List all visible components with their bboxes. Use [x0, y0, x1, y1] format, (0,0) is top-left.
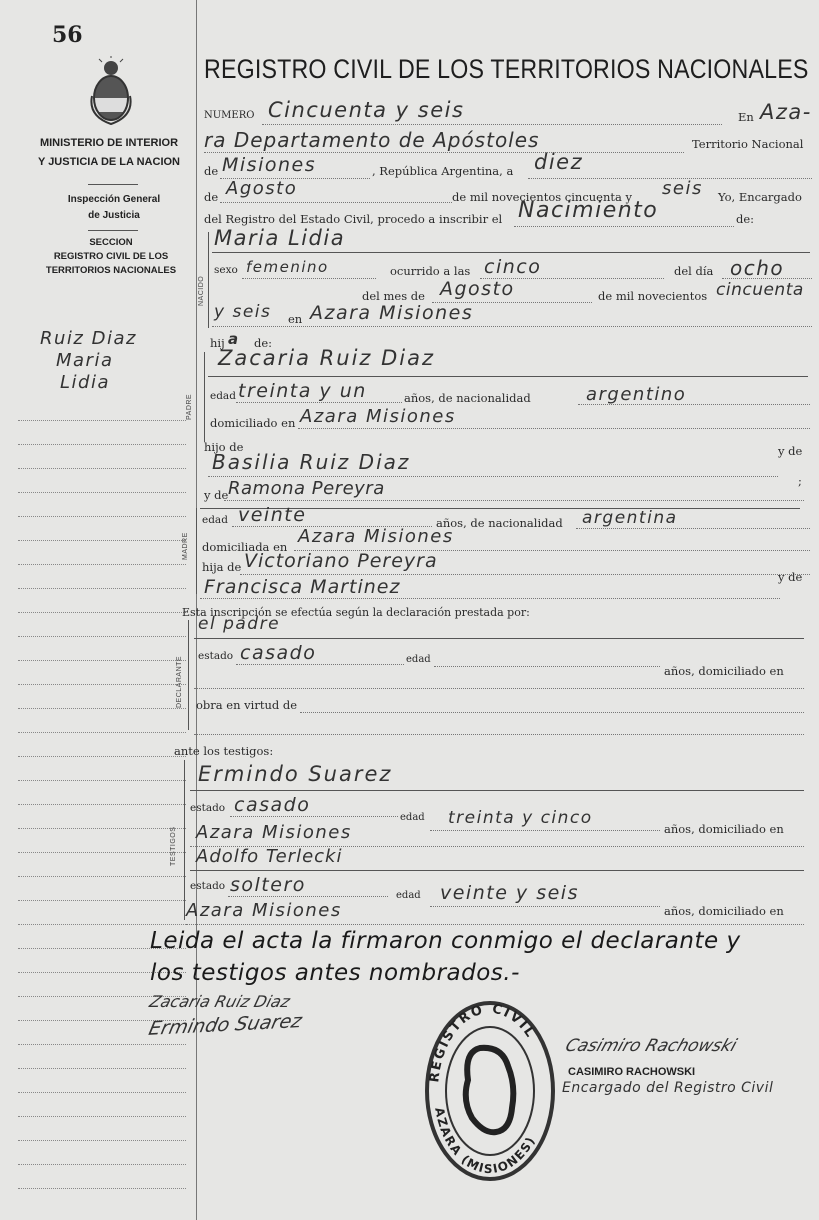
label-estado-t1: estado	[190, 802, 226, 814]
line-abuela-m	[200, 598, 780, 599]
civil-registry-stamp	[424, 1000, 556, 1182]
ministry-name	[34, 134, 184, 172]
value-lugar-nac: Azara Misiones	[310, 302, 474, 324]
margin-first-name: Maria	[56, 350, 114, 371]
label-domiciliado: domiciliado en	[210, 416, 296, 430]
line-sexo	[242, 278, 376, 279]
value-estado-t2: soltero	[230, 874, 306, 896]
label-de-2: de	[204, 190, 219, 204]
line-obra-2	[194, 734, 804, 735]
margin-ruled-line	[18, 1068, 186, 1069]
label-ocurrido: ocurrido a las	[390, 264, 471, 278]
value-dia-nac: ocho	[730, 256, 785, 280]
margin-ruled-line	[18, 516, 186, 517]
label-estado-decl: estado	[198, 650, 234, 662]
line-departamento	[204, 152, 684, 153]
line-obra	[300, 712, 804, 713]
section-name	[34, 236, 188, 278]
section-line-2: REGISTRO CIVIL DE LOS	[53, 251, 169, 262]
line-nac-padre	[578, 404, 810, 405]
margin-ruled-line	[18, 732, 186, 733]
bracket-nacido	[208, 232, 209, 328]
sidebar-rule-1	[88, 184, 138, 185]
line-lugar-nac	[212, 326, 812, 327]
official-signature: Casimiro Rachowski	[562, 1036, 740, 1056]
margin-ruled-line	[18, 564, 186, 565]
value-estado-decl: casado	[240, 642, 317, 664]
margin-ruled-line	[18, 1164, 186, 1165]
label-edad-madre: edad	[202, 514, 228, 526]
closing-line-2: los testigos antes nombrados.-	[150, 960, 520, 986]
label-edad-t1: edad	[400, 812, 425, 823]
value-abuela: Ramona Pereyra	[228, 478, 385, 499]
line-dia-nac	[722, 278, 812, 279]
value-acto: Nacimiento	[518, 198, 659, 223]
label-del-dia: del día	[674, 264, 714, 278]
margin-ruled-line	[18, 828, 186, 829]
label-de-3: de:	[736, 212, 755, 226]
line-testigo-2	[190, 870, 804, 871]
margin-ruled-line	[18, 588, 186, 589]
label-testigos: TESTIGOS	[170, 826, 177, 866]
label-del-mes: del mes de	[362, 289, 425, 303]
label-hija-de: hija de	[202, 560, 242, 574]
line-estado-t2	[228, 896, 388, 897]
margin-ruled-line	[18, 468, 186, 469]
signature-testigo: Ermindo Suarez	[146, 1010, 304, 1040]
line-decl-dom	[194, 688, 804, 689]
value-anio-nac-2: y seis	[214, 302, 272, 322]
ministry-line-1: MINISTERIO DE INTERIOR	[39, 137, 179, 149]
label-padre: PADRE	[186, 393, 193, 420]
label-y-de-2: y de	[204, 488, 229, 502]
line-declarante	[194, 638, 804, 639]
value-mes-nac: Agosto	[440, 278, 515, 300]
page-number: 56	[52, 22, 83, 48]
margin-ruled-line	[18, 612, 186, 613]
margin-ruled-line	[18, 540, 186, 541]
line-numero	[262, 124, 722, 125]
value-abuela-m: Francisca Martinez	[204, 576, 401, 598]
document-heading: REGISTRO CIVIL DE LOS TERRITORIOS NACIONALES	[204, 54, 809, 84]
label-madre: MADRE	[182, 532, 189, 560]
line-edad-t1	[430, 830, 660, 831]
margin-ruled-line	[18, 756, 186, 757]
margin-name	[40, 328, 137, 394]
bracket-padre	[204, 352, 205, 442]
label-en: En	[738, 110, 754, 124]
label-esta-inscripcion: Esta inscripción se efectúa según la declaración prestada por:	[182, 606, 530, 619]
value-anio-nac-1: cincuenta	[716, 280, 804, 300]
official-name: CASIMIRO RACHOWSKI	[568, 1066, 696, 1078]
label-mil-novecientos: de mil novecientos cincuenta y	[452, 190, 633, 204]
margin-ruled-line	[18, 1092, 186, 1093]
closing-line-1: Leida el acta la firmaron conmigo el declarante y	[150, 928, 741, 954]
line-dom-t2	[186, 924, 804, 925]
margin-surname: Ruiz Diaz	[40, 328, 137, 349]
margin-ruled-line	[18, 684, 186, 685]
value-edad-t1: treinta y cinco	[448, 808, 593, 828]
margin-ruled-line	[18, 492, 186, 493]
value-padre: Zacaria Ruiz Diaz	[218, 346, 436, 370]
value-mes: Agosto	[226, 178, 298, 199]
label-anos-dom-t1: años, domiciliado en	[664, 822, 784, 836]
margin-ruled-line	[18, 1188, 186, 1189]
label-en-2: en	[288, 312, 303, 326]
value-hora: cinco	[484, 256, 542, 278]
line-estado-t1	[230, 816, 398, 817]
value-dia: diez	[534, 150, 584, 174]
line-edad-t2	[430, 906, 660, 907]
margin-ruled-line	[18, 924, 186, 925]
margin-ruled-line	[18, 660, 186, 661]
line-acto	[514, 226, 734, 227]
svg-text:REGISTRO CIVIL	[427, 1002, 538, 1083]
bracket-declarante	[188, 620, 189, 730]
label-y-de-3: y de	[778, 570, 803, 584]
line-dom-padre	[298, 428, 810, 429]
value-dom-padre: Azara Misiones	[300, 406, 456, 427]
margin-ruled-line	[18, 1044, 186, 1045]
margin-ruled-line	[18, 804, 186, 805]
line-nombre	[212, 252, 810, 253]
value-abuelo: Basilia Ruiz Diaz	[212, 450, 411, 474]
label-territorio: Territorio Nacional	[692, 137, 804, 151]
official-title: Encargado del Registro Civil	[562, 1080, 774, 1096]
sidebar-rule-2	[88, 230, 138, 231]
label-anos-nac-padre: años, de nacionalidad	[404, 391, 531, 405]
section-line-3: TERRITORIOS NACIONALES	[45, 265, 177, 276]
value-sexo: femenino	[246, 258, 329, 276]
value-numero: Cincuenta y seis	[268, 98, 465, 122]
value-abuelo-m: Victoriano Pereyra	[244, 550, 438, 572]
label-domiciliada: domiciliada en	[202, 540, 288, 554]
line-testigo-1	[190, 790, 804, 791]
value-en: Aza-	[760, 100, 812, 124]
value-nombre: Maria Lidia	[214, 226, 346, 250]
line-mes	[220, 202, 452, 203]
label-estado-t2: estado	[190, 880, 226, 892]
label-edad-padre: edad	[210, 390, 236, 402]
value-dom-t2: Azara Misiones	[186, 900, 342, 921]
signature-declarante: Zacaria Ruiz Diaz	[147, 992, 292, 1011]
inspection-line-2: de Justicia	[88, 210, 140, 221]
line-edad-padre	[236, 402, 402, 403]
coat-of-arms-icon	[88, 56, 134, 130]
value-hij-suffix: a	[228, 330, 240, 348]
label-anos-nac-madre: años, de nacionalidad	[436, 516, 563, 530]
margin-ruled-line	[18, 852, 186, 853]
label-y-de: y de	[778, 444, 803, 458]
margin-ruled-line	[18, 1116, 186, 1117]
value-edad-madre: veinte	[238, 504, 307, 526]
label-de-mil-nov: de mil novecientos	[598, 289, 708, 303]
line-nac-madre	[576, 528, 810, 529]
line-abuela	[224, 500, 804, 501]
line-abuelo-m	[240, 574, 810, 575]
margin-ruled-line	[18, 708, 186, 709]
label-declarante: DECLARANTE	[176, 655, 183, 708]
label-edad-t2: edad	[396, 890, 421, 901]
value-dom-madre: Azara Misiones	[298, 526, 454, 547]
section-line-1: SECCION	[89, 237, 133, 248]
label-anos-dom-t2: años, domiciliado en	[664, 904, 784, 918]
margin-ruled-line	[18, 900, 186, 901]
margin-ruled-line	[18, 780, 186, 781]
bracket-testigos	[184, 760, 185, 920]
value-departamento: ra Departamento de Apóstoles	[204, 128, 540, 152]
margin-ruled-line	[18, 1140, 186, 1141]
value-nac-padre: argentino	[586, 384, 687, 405]
stamp-top-text: REGISTRO CIVIL	[427, 1001, 539, 1084]
label-anos-dom-decl: años, domiciliado en	[664, 664, 784, 678]
label-edad-decl: edad	[406, 654, 431, 665]
value-anio: seis	[662, 178, 703, 199]
label-hijo-de: hijo de	[204, 440, 244, 454]
inspection-name	[34, 192, 194, 224]
label-de-4: de:	[254, 336, 273, 350]
value-dom-t1: Azara Misiones	[196, 822, 352, 843]
label-republica: , República Argentina, a	[372, 164, 514, 178]
label-del-registro: del Registro del Estado Civil, procedo a inscribir el	[204, 212, 503, 226]
value-territorio: Misiones	[222, 154, 317, 176]
margin-second-name: Lidia	[60, 372, 110, 393]
value-edad-padre: treinta y un	[238, 380, 367, 402]
value-estado-t1: casado	[234, 794, 311, 816]
semicolon: ;	[798, 474, 802, 488]
value-testigo-1: Ermindo Suarez	[198, 762, 393, 786]
value-declarante: el padre	[198, 614, 281, 634]
label-ante: ante los testigos:	[174, 744, 274, 758]
bracket-madre	[196, 508, 197, 594]
margin-ruled-line	[18, 444, 186, 445]
margin-ruled-line	[18, 876, 186, 877]
label-nacido: NACIDO	[198, 275, 205, 306]
line-padre	[208, 376, 808, 377]
value-nac-madre: argentina	[582, 508, 678, 528]
margin-ruled-line	[18, 420, 186, 421]
label-sexo: sexo	[214, 264, 238, 276]
margin-ruled-line	[18, 636, 186, 637]
label-numero: NUMERO	[204, 110, 255, 121]
line-edad-decl	[434, 666, 660, 667]
label-de-1: de	[204, 164, 219, 178]
label-obra: obra en virtud de	[196, 698, 298, 712]
ministry-line-2: Y JUSTICIA DE LA NACION	[38, 156, 180, 168]
value-edad-t2: veinte y seis	[440, 882, 579, 904]
label-yo-encargado: Yo, Encargado	[718, 190, 802, 204]
stamp-bottom-text: AZARA (MISIONES)	[432, 1106, 539, 1177]
line-estado-decl	[236, 664, 404, 665]
label-hijo: hij	[210, 336, 225, 350]
inspection-line-1: Inspección General	[67, 194, 161, 205]
value-testigo-2: Adolfo Terlecki	[196, 846, 343, 867]
line-abuelo	[208, 476, 778, 477]
